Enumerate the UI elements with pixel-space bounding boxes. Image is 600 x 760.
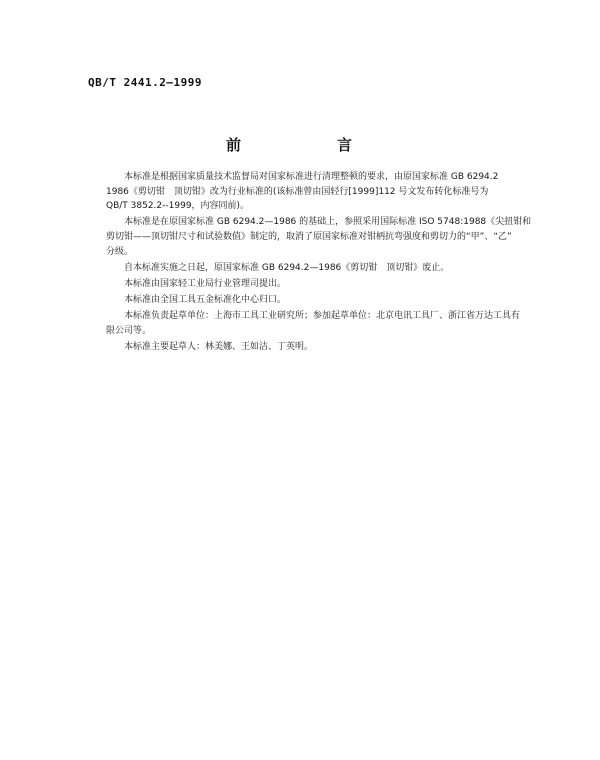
- page-title: 前 言: [225, 136, 374, 154]
- paragraph-proposer: [88, 277, 550, 292]
- text-line: 本标准是根据国家质量技术监督局对国家标准进行清理整顿的要求，由原国家标准 GB 6294.2: [124, 172, 499, 182]
- foreword-body: [88, 170, 550, 356]
- text-line: 限公司等。: [106, 325, 152, 336]
- text-line: 分级。: [106, 246, 134, 257]
- text-line: 本标准由全国工具五金标准化中心归口。: [124, 295, 287, 306]
- standard-code: QB/T 2441.2—1999: [88, 76, 202, 89]
- text-line: 本标准主要起草人：林美娜、王如洁、丁英明。: [124, 342, 314, 353]
- text-line: 本标准是在原国家标准 GB 6294.2—1986 的基础上，参照采用国际标准 ISO 5748:1988《尖扭钳和: [124, 217, 532, 228]
- paragraph-drafting-units: [88, 309, 550, 338]
- paragraph-drafters: [88, 340, 550, 355]
- text-line: 本标准由国家轻工业局行业管理司提出。: [124, 278, 287, 289]
- paragraph-basis: [88, 215, 550, 259]
- text-line: QB/T 3852.2--1999，内容同前)。: [106, 201, 250, 212]
- text-line: 自本标准实施之日起，原国家标准 GB 6294.2—1986《剪切钳 顶切钳》废止。: [124, 262, 450, 273]
- text-line: 本标准负责起草单位：上海市工具工业研究所；参加起草单位：北京电讯工具厂、浙江省万达工具有: [124, 311, 521, 322]
- paragraph-centralizer: [88, 293, 550, 308]
- text-line: 剪切钳——顶切钳尺寸和试验数值》制定的，取消了原国家标准对钳柄抗弯强度和剪切力的“甲”、“乙”: [106, 231, 512, 242]
- text-line: 1986《剪切钳 顶切钳》改为行业标准的(该标准曾由国轻行[1999]112 号文发布转化标准号为: [106, 186, 489, 197]
- paragraph-origin: [88, 170, 550, 214]
- paragraph-supersede: [88, 261, 550, 276]
